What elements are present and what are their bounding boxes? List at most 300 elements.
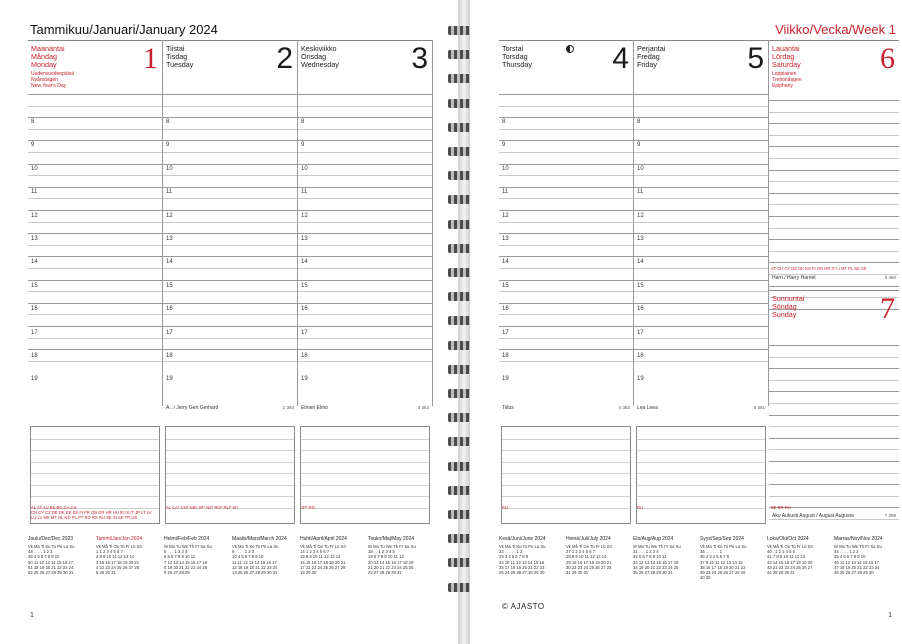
day-name-fi: Keskiviikko: [301, 44, 337, 53]
notes-line: [502, 496, 630, 497]
mini-calendar-week: 12 18 19 20 21 22 23 24: [232, 564, 278, 570]
mini-calendar-week: 35 . . . . . . 1: [700, 549, 723, 555]
time-rule: [28, 175, 162, 176]
mini-calendar-week: 25 17 18 19 20 21 22 23: [499, 564, 545, 570]
hour-label: 8: [166, 119, 170, 125]
time-rule: [499, 280, 633, 281]
mini-calendar-week: 41 7 8 9 10 11 12 13: [767, 554, 806, 560]
name-day: [301, 405, 429, 411]
mini-calendar-week: 45 4 5 6 7 8 9 10: [834, 554, 866, 560]
time-rule: [163, 280, 297, 281]
time-rule: [499, 152, 633, 153]
page-number-left: 1: [30, 612, 34, 619]
mini-calendar-title: Elo/Aug/Aug 2024: [633, 536, 674, 542]
mini-calendar-weekdays: Vk Må Ti On To Fr Lö Sö: [767, 544, 813, 549]
time-rule: [28, 256, 162, 257]
hour-label: 19: [637, 376, 644, 383]
notes-line: [502, 485, 630, 486]
mini-calendar: [28, 536, 90, 575]
notes-line: [637, 496, 765, 497]
notes-line: [31, 473, 159, 474]
mini-calendar-weekdays: Vk Må Ti On To Fr Lö Sö: [96, 544, 142, 549]
mini-calendar-week: 31 . . . 1 2 3 4: [633, 549, 659, 555]
time-rule: [769, 158, 899, 159]
notes-line: [31, 485, 159, 486]
mini-calendar-week: 13 25 26 27 28 29 30 31: [232, 570, 278, 576]
notes-line: [301, 450, 429, 451]
notes-line: [301, 462, 429, 463]
time-rule: [769, 228, 899, 229]
time-rule: [634, 198, 768, 199]
holiday-country-codes: JP* RO: [301, 505, 315, 510]
notes-line: [166, 450, 294, 451]
mini-calendar-title: Heinä/Juli/July 2024: [566, 536, 611, 542]
mini-calendar-title: Maalis/Mars/March 2024: [232, 536, 287, 542]
mini-calendar-week: 35 26 27 28 29 30 31: [633, 570, 673, 576]
hour-label: 14: [31, 259, 38, 266]
time-rule: [298, 245, 432, 246]
mini-calendar: [300, 536, 362, 575]
time-rule: [634, 94, 768, 95]
mini-calendar-weekdays: Vk Må Ti On To Fr Lö Sö: [566, 544, 612, 549]
mini-calendar-week: 40 30: [700, 575, 711, 581]
mini-calendar-week: 19 6 7 8 9 10 11 12: [368, 554, 404, 560]
time-rule: [28, 198, 162, 199]
time-rule: [163, 233, 297, 234]
mini-calendar-week: 30 22 23 24 25 26 27 28: [566, 564, 612, 570]
time-rule: [769, 426, 899, 427]
mini-calendar: [767, 536, 829, 575]
day-name-fi: Lauantai: [772, 44, 800, 53]
mini-calendar-weekdays: Vk Må Ti On To Fr Lö Sö: [300, 544, 346, 549]
time-rule: [769, 204, 899, 205]
time-rule: [769, 146, 899, 147]
day-of-year: 2 364: [282, 405, 294, 410]
time-rule: [163, 164, 297, 165]
mini-calendar-week: 23 3 4 5 6 7 8 9: [499, 554, 529, 560]
time-rule: [499, 210, 633, 211]
day-column: [499, 40, 634, 411]
time-rule: [28, 303, 162, 304]
time-rule: [499, 361, 633, 362]
notes-line: [637, 439, 765, 440]
time-rule: [298, 233, 432, 234]
day-names: [31, 45, 65, 70]
time-rule: [499, 314, 633, 315]
time-rule: [499, 268, 633, 269]
hour-label: 8: [31, 119, 35, 125]
time-rule: [634, 106, 768, 107]
mini-calendar-title: Huhti/April/April 2024: [300, 536, 347, 542]
time-rule: [28, 314, 162, 315]
day-number: 5: [747, 42, 764, 75]
time-rule: [163, 326, 297, 327]
mini-calendar-week: 34 19 20 21 22 23 24 25: [633, 564, 679, 570]
mini-calendar-title: Tammi/Jan/Jan 2024: [96, 536, 143, 542]
time-rule: [163, 140, 297, 141]
time-rule: [634, 326, 768, 327]
day-name-fi: Maanantai: [31, 44, 65, 53]
day-names: [502, 45, 532, 70]
time-rule: [28, 338, 162, 339]
hour-label: 12: [166, 212, 173, 219]
time-rule: [298, 198, 432, 199]
time-rule: [163, 198, 297, 199]
day-name-sv: Söndag: [772, 302, 797, 312]
hour-label: 13: [166, 236, 173, 242]
hour-label: 16: [502, 306, 509, 313]
notes-line: [301, 496, 429, 497]
name-day-text: A.. / Jerry Gert Gerhard: [166, 405, 219, 411]
mini-calendar-week: 5 . . . 1 2 3 4: [164, 549, 188, 555]
day-of-year: 6 360: [884, 275, 896, 280]
notes-line: [301, 485, 429, 486]
holiday-country-codes: AL AT AU BE BG CA CH: [31, 505, 77, 510]
time-rule: [28, 140, 162, 141]
time-rule: [769, 438, 899, 439]
day-number: 1: [143, 42, 158, 75]
mini-calendar: [232, 536, 294, 575]
hour-label: 16: [31, 306, 38, 313]
mini-calendar-title: Loka/Okt/Oct 2024: [767, 536, 809, 542]
hour-label: 17: [301, 329, 308, 336]
time-rule: [28, 291, 162, 292]
day-name-fi: Tiistai: [166, 44, 185, 53]
day-name-fi: Sunnuntai: [772, 294, 805, 303]
sunday-header: [769, 290, 899, 345]
mini-calendar: [96, 536, 158, 575]
time-rule: [769, 193, 899, 194]
hour-label: 11: [301, 189, 308, 196]
time-rule: [499, 222, 633, 223]
day-name-sv: Måndag: [31, 52, 57, 62]
time-rule: [163, 175, 297, 176]
time-rule: [298, 106, 432, 107]
mini-calendar-week: 27 1 2 3 4 5 6 7: [566, 549, 596, 555]
time-rule: [769, 473, 899, 474]
time-rule: [163, 152, 297, 153]
time-rule: [769, 170, 899, 171]
hour-label: 9: [637, 142, 641, 149]
time-rule: [298, 140, 432, 141]
time-rule: [298, 117, 432, 118]
day-column: [28, 40, 163, 406]
mini-calendar-week: 1 1 2 3 4 5 6 7: [96, 549, 123, 555]
day-of-year: 7 359: [884, 513, 896, 518]
time-rule: [298, 280, 432, 281]
mini-calendar-week: 22 . . . . . 1 2: [499, 549, 523, 555]
saturday-header: [769, 40, 899, 95]
time-rule: [634, 268, 768, 269]
mini-calendar-week: 18 . . 1 2 3 4 5: [368, 549, 395, 555]
time-rule: [163, 268, 297, 269]
day-header: [28, 40, 162, 95]
day-name-sv: Onsdag: [301, 52, 327, 62]
time-rule: [298, 210, 432, 211]
time-rule: [769, 519, 899, 520]
time-rule: [28, 222, 162, 223]
day-of-year: 3 363: [417, 405, 429, 410]
hour-label: 18: [166, 353, 173, 359]
time-rule: [163, 94, 297, 95]
time-rule: [298, 129, 432, 130]
name-day: [772, 275, 896, 281]
time-rule: [298, 152, 432, 153]
time-rule: [298, 338, 432, 339]
mini-calendar-week: 5 29 30 31: [96, 570, 116, 576]
holiday-names: [772, 71, 802, 89]
mini-calendar-week: 24 10 11 12 13 14 15 16: [499, 559, 545, 565]
time-rule: [298, 349, 432, 350]
time-rule: [769, 357, 899, 358]
day-name-en: Friday: [637, 60, 657, 70]
time-rule: [634, 291, 768, 292]
hour-label: 19: [301, 376, 308, 383]
time-rule: [163, 361, 297, 362]
time-rule: [499, 129, 633, 130]
mini-calendar-week: 40 . 1 2 3 4 5 6: [767, 549, 795, 555]
time-rule: [163, 106, 297, 107]
mini-calendar-week: 14 1 2 3 4 5 6 7: [300, 549, 330, 555]
notes-line: [31, 450, 159, 451]
time-rule: [769, 239, 899, 240]
hour-label: 10: [166, 165, 173, 172]
notes-line: [637, 473, 765, 474]
mini-calendar-week: 46 11 12 13 14 15 16 17: [834, 559, 880, 565]
hour-label: 11: [502, 189, 509, 196]
day-number: 6: [880, 42, 895, 75]
day-name-en: Tuesday: [166, 60, 194, 70]
mini-calendar-week: 47 18 19 20 21 22 23 24: [834, 564, 880, 570]
day-name-sv: Fredag: [637, 52, 660, 62]
time-rule: [163, 303, 297, 304]
mini-calendar-week: 22 27 28 29 30 31: [368, 570, 402, 576]
time-rule: [298, 303, 432, 304]
time-rule: [298, 268, 432, 269]
mini-calendar-weekdays: Vk Ma Ti Ke To Pe La Su: [499, 544, 546, 549]
time-rule: [163, 256, 297, 257]
hour-label: 15: [637, 282, 644, 289]
hour-label: 14: [301, 259, 308, 266]
hour-label: 12: [31, 212, 38, 219]
day-header: [634, 40, 768, 95]
time-rule: [499, 117, 633, 118]
hour-label: 17: [637, 329, 644, 336]
day-name-en: Monday: [31, 60, 57, 70]
time-rule: [769, 262, 899, 263]
time-rule: [634, 175, 768, 176]
time-rule: [499, 175, 633, 176]
mini-calendar-week: 15 8 9 10 11 12 13 14: [300, 554, 341, 560]
mini-calendar-week: 37 9 10 11 12 13 14 15: [700, 559, 743, 565]
notes-line: [166, 473, 294, 474]
time-rule: [28, 349, 162, 350]
brand-logo: © AJASTO: [502, 602, 545, 611]
hour-label: 19: [502, 376, 509, 383]
time-rule: [769, 345, 899, 346]
mini-calendar-week: 11 11 12 13 14 15 16 17: [232, 559, 277, 565]
time-rule: [769, 123, 899, 124]
hour-label: 16: [166, 306, 173, 313]
time-rule: [499, 326, 633, 327]
holiday-country-codes: RU: [502, 505, 509, 510]
time-rule: [769, 380, 899, 381]
time-rule: [163, 338, 297, 339]
hour-label: 11: [166, 189, 173, 196]
day-name-sv: Torsdag: [502, 52, 528, 62]
time-rule: [634, 256, 768, 257]
hour-label: 18: [301, 353, 308, 359]
hour-label: 15: [166, 282, 173, 289]
hour-label: 14: [166, 259, 173, 266]
notes-line: [502, 439, 630, 440]
hour-label: 9: [502, 142, 506, 149]
hour-label: 10: [637, 165, 644, 172]
time-rule: [499, 233, 633, 234]
mini-calendar: [834, 536, 896, 575]
mini-calendar: [566, 536, 628, 575]
time-rule: [769, 135, 899, 136]
time-rule: [298, 256, 432, 257]
hour-label: 17: [31, 329, 38, 336]
hour-label: 15: [31, 282, 38, 289]
time-rule: [634, 187, 768, 188]
time-rule: [634, 233, 768, 234]
mini-calendar-title: Marras/Nov/Nov 2024: [834, 536, 883, 542]
mini-calendar-title: Syys/Sep/Sep 2024: [700, 536, 744, 542]
time-rule: [163, 187, 297, 188]
day-name-fi: Torstai: [502, 44, 524, 53]
mini-calendar-week: 43 21 22 23 24 25 26 27: [767, 564, 813, 570]
holiday-name: Nyårsdagen: [31, 77, 58, 83]
mini-calendar-week: 9 . . . . 1 2 3: [232, 549, 255, 555]
mini-calendar: [164, 536, 226, 575]
day-names: [637, 45, 665, 70]
time-rule: [163, 210, 297, 211]
holiday-country-codes: LU LV MK MT NL NO PL PT RO RS RU SE SI SK TR US: [31, 515, 138, 520]
holiday-country-codes: RU: [637, 505, 644, 510]
time-rule: [769, 461, 899, 462]
week-title: Viikko/Vecka/Week 1: [775, 22, 896, 37]
time-rule: [28, 117, 162, 118]
holiday-name: New Year's Day: [31, 83, 67, 89]
hour-label: 13: [502, 236, 509, 242]
day-number: 7: [880, 292, 895, 325]
time-rule: [163, 222, 297, 223]
day-name-fi: Perjantai: [637, 44, 666, 53]
day-name-en: Sunday: [772, 310, 797, 320]
mini-calendar-weekdays: W Mo Tu We Th Fr Sa Su: [368, 544, 416, 549]
mini-calendar-week: 38 16 17 18 19 20 21 22: [700, 564, 746, 570]
mini-calendar: [368, 536, 430, 575]
time-rule: [298, 175, 432, 176]
holiday-name: Uudenvuodenpäivä: [31, 71, 75, 77]
notes-line: [502, 473, 630, 474]
time-rule: [499, 245, 633, 246]
mini-calendar-week: 8 19 20 21 22 23 24 25: [164, 564, 208, 570]
hour-label: 12: [502, 212, 509, 219]
time-rule: [28, 233, 162, 234]
hour-label: 17: [502, 329, 509, 336]
day-name-sv: Lördag: [772, 52, 795, 62]
hour-label: 15: [301, 282, 308, 289]
time-rule: [28, 280, 162, 281]
holiday-name: Epiphany: [772, 83, 793, 89]
hour-label: 9: [31, 142, 35, 149]
hour-label: 9: [166, 142, 170, 149]
mini-calendar-week: 52 25 26 27 28 29 30 31: [28, 570, 74, 576]
hour-label: 15: [502, 282, 509, 289]
mini-calendar-week: 6 5 6 7 8 9 10 11: [164, 554, 196, 560]
hour-label: 8: [502, 119, 506, 125]
notes-line: [502, 450, 630, 451]
time-rule: [499, 198, 633, 199]
day-name-en: Thursday: [502, 60, 532, 70]
time-rule: [769, 112, 899, 113]
name-day-text: Elmeri Elmo: [301, 405, 328, 411]
holiday-country-codes: CN CY CZ DE DK EE ES FI FR GB GR HR HU IE IS IT JP LT LV: [31, 510, 152, 515]
day-header: [298, 40, 432, 95]
notes-line: [301, 473, 429, 474]
mini-calendar-week: 9 26 27 28 29: [164, 570, 190, 576]
page-number-right: 1: [888, 612, 892, 619]
time-rule: [769, 449, 899, 450]
time-rule: [499, 291, 633, 292]
time-rule: [163, 117, 297, 118]
hour-label: 19: [166, 376, 173, 383]
time-rule: [28, 361, 162, 362]
holiday-country-codes: AL CA* CH* GB* JP* NZ* RO* RU* SI*: [166, 505, 238, 510]
time-rule: [28, 106, 162, 107]
time-rule: [499, 140, 633, 141]
hour-label: 10: [31, 165, 38, 172]
holiday-name: Loppiainen: [772, 71, 797, 77]
notes-line: [31, 462, 159, 463]
time-rule: [499, 349, 633, 350]
time-rule: [298, 291, 432, 292]
time-rule: [634, 245, 768, 246]
weekend-column: [769, 40, 899, 526]
time-rule: [28, 326, 162, 327]
day-number: 2: [276, 42, 293, 75]
time-rule: [28, 152, 162, 153]
mini-calendar-week: 50 11 12 13 14 15 16 17: [28, 559, 74, 565]
time-rule: [634, 361, 768, 362]
mini-calendar-week: 3 15 16 17 18 19 20 21: [96, 559, 140, 565]
time-rule: [298, 94, 432, 95]
name-day-text: Lea Leea: [637, 405, 658, 411]
time-rule: [769, 496, 899, 497]
day-names: [166, 45, 193, 70]
hour-label: 18: [31, 353, 38, 359]
mini-calendar-title: Helmi/Feb/Feb 2024: [164, 536, 210, 542]
time-rule: [28, 187, 162, 188]
time-rule: [163, 245, 297, 246]
time-rule: [634, 129, 768, 130]
mini-calendar-week: 7 12 13 14 15 16 17 18: [164, 559, 208, 565]
time-rule: [634, 210, 768, 211]
day-column: [298, 40, 433, 411]
mini-calendar-title: Touko/Maj/May 2024: [368, 536, 415, 542]
notes-line: [637, 450, 765, 451]
mini-calendar-week: 28 8 9 10 11 12 13 14: [566, 554, 607, 560]
hour-label: 10: [502, 165, 509, 172]
time-rule: [499, 164, 633, 165]
mini-calendar-week: 32 5 6 7 8 9 10 11: [633, 554, 667, 560]
time-rule: [28, 129, 162, 130]
time-rule: [163, 129, 297, 130]
time-rule: [163, 314, 297, 315]
